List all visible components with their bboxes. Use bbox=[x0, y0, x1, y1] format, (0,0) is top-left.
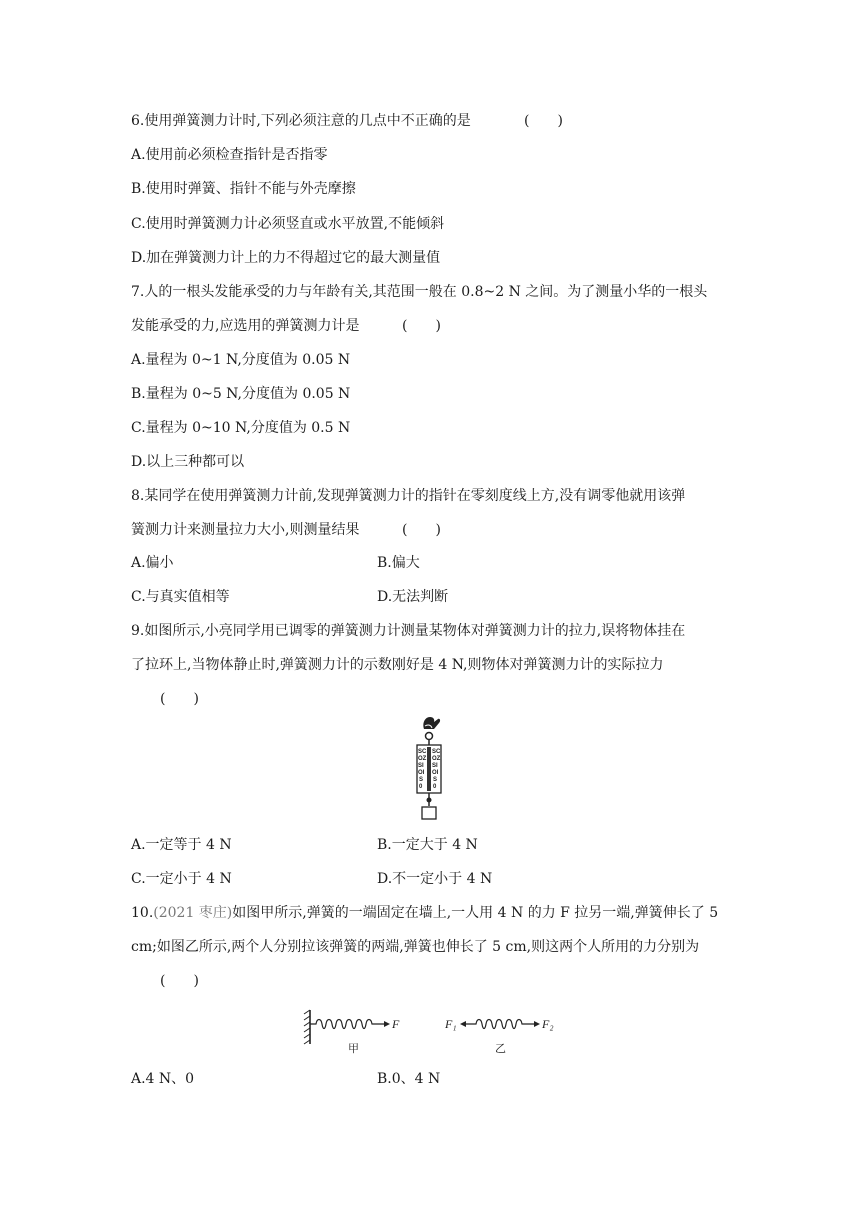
fig-b-force-right: F₂ bbox=[542, 1017, 554, 1031]
q8-stem-line1: 8.某同学在使用弹簧测力计前,发现弹簧测力计的指针在零刻度线上方,没有调零他就用该弹 bbox=[131, 488, 686, 504]
q6-option-c: C.使用时弹簧测力计必须竖直或水平放置,不能倾斜 bbox=[131, 216, 445, 232]
q6-option-a: A.使用前必须检查指针是否指零 bbox=[131, 147, 328, 163]
fig-b-arrow-right bbox=[534, 1021, 540, 1027]
scale-label-left: 0 bbox=[419, 784, 423, 790]
scale-label-left: SI bbox=[418, 763, 424, 769]
q10-spring-figure bbox=[300, 1008, 570, 1060]
q10-stem-line2: cm;如图乙所示,两个人分别拉该弹簧的两端,弹簧也伸长了 5 cm,则这两个人所用的力分别为 bbox=[131, 939, 700, 955]
q6-answer-paren: ( ) bbox=[524, 113, 563, 129]
q9-spring-scale-figure bbox=[408, 713, 454, 825]
scale-label-right: 0 bbox=[433, 784, 437, 790]
q7-option-a: A.量程为 0~1 N,分度值为 0.05 N bbox=[131, 352, 351, 368]
scale-label-left: S bbox=[419, 777, 424, 783]
scale-label-right: SI bbox=[432, 763, 438, 769]
weight-block bbox=[422, 807, 436, 819]
q8-option-b: B.偏大 bbox=[377, 555, 420, 571]
q7-option-b: B.量程为 0~5 N,分度值为 0.05 N bbox=[131, 386, 351, 402]
fig-b-caption: 乙 bbox=[495, 1043, 506, 1055]
scale-label-left: OI bbox=[418, 770, 425, 776]
q7-answer-paren: ( ) bbox=[402, 318, 441, 334]
q7-option-d: D.以上三种都可以 bbox=[131, 454, 245, 470]
q9-option-a: A.一定等于 4 N bbox=[131, 837, 232, 853]
q7-stem-line2: 发能承受的力,应选用的弹簧测力计是 bbox=[131, 318, 360, 334]
q9-option-b: B.一定大于 4 N bbox=[377, 837, 478, 853]
scale-label-right: SC bbox=[432, 749, 441, 755]
q6-option-d: D.加在弹簧测力计上的力不得超过它的最大测量值 bbox=[131, 250, 441, 266]
fig-b-arrow-left bbox=[460, 1021, 466, 1027]
fig-b-spring bbox=[466, 1020, 534, 1029]
q8-answer-paren: ( ) bbox=[402, 522, 441, 538]
scale-label-left: OZ bbox=[418, 756, 427, 762]
fig-b-force-left: F₁ bbox=[445, 1017, 457, 1031]
q10-stem-rest: 如图甲所示,弹簧的一端固定在墙上,一人用 4 N 的力 F 拉另一端,弹簧伸长了 5 bbox=[232, 905, 719, 921]
scale-label-right: OI bbox=[432, 770, 439, 776]
fig-a-wall bbox=[304, 1010, 310, 1044]
q8-option-d: D.无法判断 bbox=[377, 589, 449, 605]
q10-stem-line1 bbox=[131, 903, 718, 923]
q8-option-a: A.偏小 bbox=[131, 555, 174, 571]
hand-icon bbox=[423, 717, 440, 729]
scale-label-left: SC bbox=[418, 749, 427, 755]
q8-stem-line2: 簧测力计来测量拉力大小,则测量结果 bbox=[131, 522, 360, 538]
q10-number: 10. bbox=[131, 905, 154, 921]
q8-option-c: C.与真实值相等 bbox=[131, 589, 230, 605]
fig-a-spring bbox=[310, 1020, 384, 1029]
q10-option-b: B.0、4 N bbox=[377, 1071, 441, 1087]
q7-stem-line1: 7.人的一根头发能承受的力与年龄有关,其范围一般在 0.8~2 N 之间。为了测量小华的一根头 bbox=[131, 284, 708, 300]
q6-option-b: B.使用时弹簧、指针不能与外壳摩擦 bbox=[131, 181, 356, 197]
q9-option-d: D.不一定小于 4 N bbox=[377, 871, 493, 887]
scale-label-right: OZ bbox=[432, 756, 441, 762]
q10-option-a: A.4 N、0 bbox=[131, 1071, 195, 1087]
q9-option-c: C.一定小于 4 N bbox=[131, 871, 232, 887]
q9-stem-line2: 了拉环上,当物体静止时,弹簧测力计的示数刚好是 4 N,则物体对弹簧测力计的实际拉力 bbox=[131, 657, 664, 673]
q10-source: (2021 枣庄) bbox=[153, 905, 233, 921]
q6-stem: 6.使用弹簧测力计时,下列必须注意的几点中不正确的是 bbox=[131, 113, 471, 129]
scale-label-right: S bbox=[433, 777, 438, 783]
fig-a-arrow bbox=[384, 1021, 390, 1027]
q9-answer-paren: ( ) bbox=[160, 691, 199, 707]
q7-option-c: C.量程为 0~10 N,分度值为 0.5 N bbox=[131, 420, 351, 436]
q9-stem-line1: 9.如图所示,小亮同学用已调零的弹簧测力计测量某物体对弹簧测力计的拉力,误将物体挂在 bbox=[131, 623, 686, 639]
q10-answer-paren: ( ) bbox=[160, 973, 199, 989]
fig-a-force-label: F bbox=[392, 1017, 400, 1031]
fig-a-caption: 甲 bbox=[348, 1043, 359, 1055]
